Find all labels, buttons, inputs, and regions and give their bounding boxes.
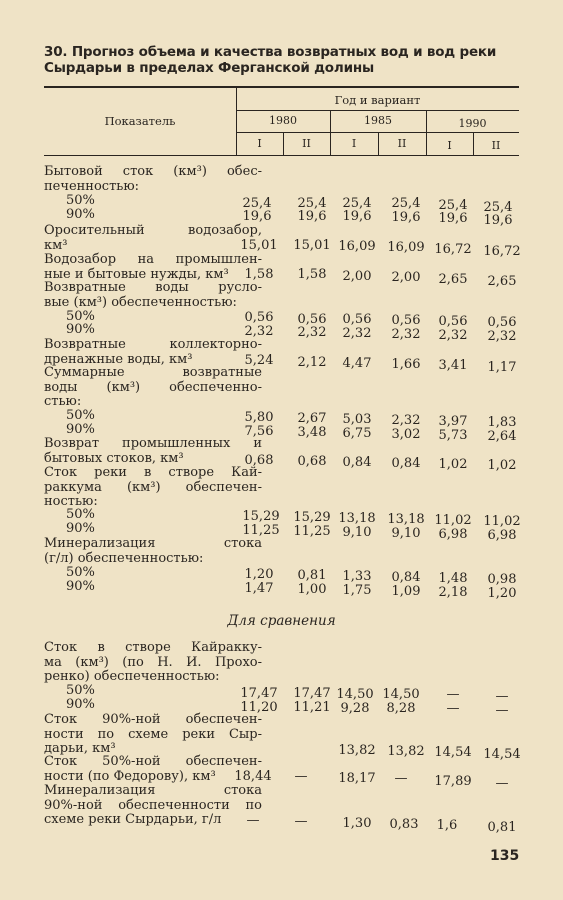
row-pct-channel-90: 90% [66, 322, 95, 337]
table-title-line-2: Сырдарьи в пределах Ферганской долины [44, 60, 374, 76]
row-label-kairakkum-runoff: Сток реки в створе Кай- раккума (км³) обеспечен- ностью: [44, 465, 262, 509]
row-label-irrigation-intake: Оросительный водозабор, км³ [44, 223, 262, 253]
header-years-rule [236, 110, 519, 111]
header-indicator: Показатель [104, 114, 176, 128]
header-year-1985: 1985 [364, 114, 392, 127]
row-label-drainage-return: Возвратные коллекторно- дренажные воды, км³ [44, 337, 262, 367]
row-label-industrial-intake: Водозабор на промышлен- ные и бытовые нужды, км³ [44, 252, 262, 282]
row-pct-kairakkum-50: 50% [66, 507, 95, 522]
header-variant-1985-2: II [397, 137, 407, 150]
header-variant-1980-2: II [302, 137, 311, 150]
header-bottom-rule [44, 155, 519, 156]
row-label-total-return: Суммарные возвратные воды (км³) обеспеченно- стью: [44, 365, 262, 409]
table-title [44, 44, 524, 76]
section-comparison-title: Для сравнения [227, 613, 336, 629]
row-pct-total-50: 50% [66, 408, 95, 423]
row-label-fedorov-runoff: Сток 50%-ной обеспечен- ности (по Федорову), км³ [44, 754, 262, 784]
header-variant-1990-1: I [447, 139, 452, 152]
header-variant-1990-2: II [491, 139, 501, 152]
header-variant-1985-1: I [351, 137, 357, 150]
row-pct-household-50: 50% [66, 193, 95, 208]
row-pct-mineral-50: 50% [66, 565, 95, 580]
header-year-1980: 1980 [269, 114, 297, 127]
document-page: 30. Прогноз объема и качества возвратных вод и вод реки Сырдарьи в пределах Ферганской долины Показатель Год и вариант 1980 1985 1990 I II I II I II Бытовой сток (км³) обес- печенностью: 50% 90% 25,4 25,4 25,4 25,4 25,4 25,4 19,6 19,6 19,6 19,6 19,6 19,6 Оросительный водозабор, км³ 15,01 15,01 16,09 16,09 16,72 16,72 Водозабор на промышлен- ные и бытовые нужды, км³ 1,58 1,58 2,00 2,00 2,65 2,65 Возвратные воды русло- вые (км³) обеспеченностью: 50% 90% 0,56 0,56 0,56 0,56 0,56 0,56 2,32 2,32 2,32 2,32 2,32 2,32 Возвратные коллекторно- дренажные воды, км³ 5,24 2,12 4,47 1,66 3,41 1,17 Суммарные возвратные воды (км³) обеспеченно- стью: 50% 90% 5,80 2,67 5,03 2,32 3,97 1,83 7,56 3,48 6,75 3,02 5,73 2,64 Возврат промышленных и бытовых стоков, км³ 0,68 0,68 0,84 0,84 1,02 1,02 Сток реки в створе Кай- раккума (км³) обеспечен- ностью: 50% 90% 15,29 15,29 13,18 13,18 11,02 11,02 11,25 11,25 9,10 9,10 6,98 6,98 Минерализация стока (г/л) обеспеченностью: 50% 90% 1,20 0,81 1,33 0,84 1,48 0,98 1,47 1,00 1,75 1,09 2,18 1,20 Для сравнения Сток в створе Кайракку- ма (км³) (по Н. И. Прохо- ренко) обеспеченностью: 50% 90% 17,47 17,47 14,50 14,50 — — 11,20 11,21 9,28 8,28 — — Сток 90%-ной обеспечен- ности по схеме реки Сыр- дарьи, км³ 13,82 13,82 14,54 14,54 Сток 50%-ной обеспечен- ности (по Федорову), км³ 18,44 — 18,17 — 17,89 — Минерализация стока 90%-ной обеспеченности по схеме реки Сырдарьи, г/л — — 1,30 0,83 1,6 0,81 135 [0, 0, 563, 900]
row-label-industrial-return: Возврат промышленных и бытовых стоков, км³ [44, 436, 262, 466]
header-variant-1980-1: I [257, 137, 262, 150]
row-pct-mineral-90: 90% [66, 579, 95, 594]
row-label-mineralization: Минерализация стока (г/л) обеспеченностью: [44, 536, 262, 566]
page-number: 135 [490, 848, 520, 864]
row-pct-total-90: 90% [66, 422, 95, 437]
row-label-channel-return: Возвратные воды русло- вые (км³) обеспеченностью: [44, 280, 262, 310]
header-year-variant: Год и вариант [334, 93, 421, 107]
row-pct-kairakkum-90: 90% [66, 521, 95, 536]
header-top-rule [44, 86, 519, 88]
table-title-line-1: 30. Прогноз объема и качества возвратных вод и вод реки [44, 44, 497, 60]
row-label-prokhorenko-runoff: Сток в створе Кайракку- ма (км³) (по Н. И. Прохо- ренко) обеспеченностью: [44, 640, 262, 684]
row-label-scheme-90-runoff: Сток 90%-ной обеспечен- ности по схеме реки Сыр- дарьи, км³ [44, 712, 262, 756]
header-year-1990: 1990 [458, 117, 487, 130]
row-pct-channel-50: 50% [66, 309, 95, 324]
row-pct-prokhorenko-50: 50% [66, 683, 95, 698]
row-label-household-runoff: Бытовой сток (км³) обес- печенностью: [44, 164, 262, 194]
row-pct-household-90: 90% [66, 207, 95, 222]
row-label-scheme-mineralization: Минерализация стока 90%-ной обеспеченности по схеме реки Сырдарьи, г/л [44, 783, 262, 827]
row-pct-prokhorenko-90: 90% [66, 697, 95, 712]
